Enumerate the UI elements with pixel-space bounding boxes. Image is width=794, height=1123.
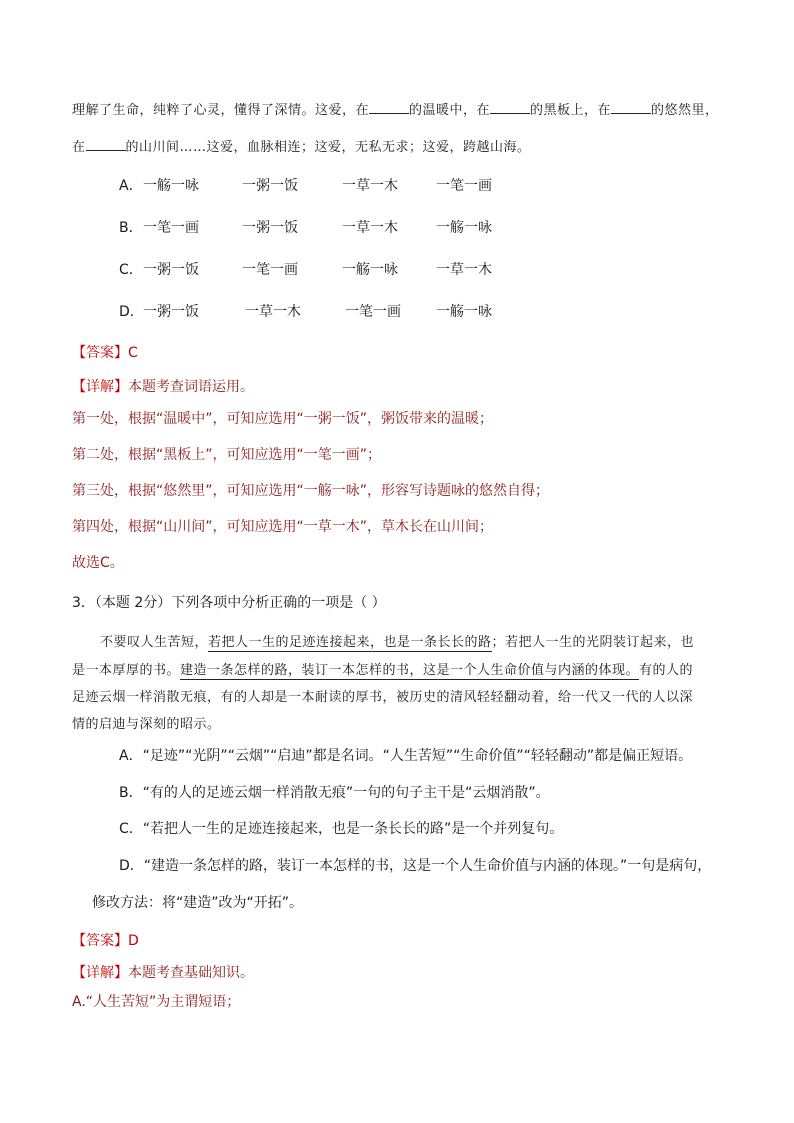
q3-option-c: C．“若把人一生的足迹连接起来，也是一条长长的路”是一个并列复句。 [119, 821, 564, 837]
q3-detail-heading: 【详解】本题考查基础知识。 [72, 965, 254, 981]
q3-option-d-line-2: 修改方法：将“建造”改为“开拓”。 [92, 895, 304, 911]
q2-answer: 【答案】C [72, 345, 138, 361]
q3-detail-a: A.“人生苦短”为主谓短语； [72, 994, 241, 1010]
q2-option-c: C．一粥一饭 一笔一画 一觞一咏 一草一木 [119, 262, 492, 278]
q3-option-a: A．“足迹”“光阴”“云烟”“启迪”都是名词。“人生苦短”“生命价值”“轻轻翻动”都是偏正短语。 [119, 748, 693, 764]
q2-option-a: A．一觞一咏 一粥一饭 一草一木 一笔一画 [119, 178, 492, 194]
q3-answer: 【答案】D [72, 933, 139, 949]
q2-detail-line-5: 故选C。 [72, 555, 124, 571]
q3-option-d-line-1: D．“建造一条怎样的路，装订一本怎样的书，这是一个人生命价值与内涵的体现。”一句是病句， [119, 858, 712, 874]
q2-option-b: B．一笔一画 一粥一饭 一草一木 一觞一咏 [119, 220, 492, 236]
q2-detail-line-3: 第三处，根据“悠然里”，可知应选用“一觞一咏”，形容写诗题咏的悠然自得； [72, 483, 550, 499]
blank-3 [611, 101, 651, 114]
q3-passage-line-2: 是一本厚厚的书。建造一条怎样的路，装订一本怎样的书，这是一个人生命价值与内涵的体现。有的人的 [72, 663, 694, 678]
q3-passage-line-1: 不要叹人生苦短，若把人一生的足迹连接起来，也是一条长长的路；若把人一生的光阴装订起来，也 [100, 635, 695, 650]
q2-option-d: D．一粥一饭 一草一木 一笔一画 一觞一咏 [119, 304, 492, 320]
q2-text-line-2: 在 的山川间……这爱，血脉相连；这爱，无私无求；这爱，跨越山海。 [72, 140, 531, 155]
q2-detail-heading: 【详解】本题考查词语运用。 [72, 379, 254, 395]
q2-detail-line-1: 第一处，根据“温暖中”，可知应选用“一粥一饭”，粥饭带来的温暖； [72, 411, 494, 427]
blank-2 [490, 101, 530, 114]
blank-1 [369, 101, 409, 114]
q2-text-line-1: 理解了生命，纯粹了心灵，懂得了深情。这爱，在 的温暖中，在 的黑板上，在 的悠然里， [72, 103, 719, 118]
q2-detail-line-2: 第二处，根据“黑板上”，可知应选用“一笔一画”； [72, 447, 382, 463]
q3-option-b: B．“有的人的足迹云烟一样消散无痕”一句的句子主干是“云烟消散”。 [119, 785, 550, 801]
blank-4 [86, 138, 126, 151]
q3-passage-line-3: 足迹云烟一样消散无痕，有的人却是一本耐读的厚书，被历史的清风轻轻翻动着，给一代又一代的人以深 [72, 690, 694, 705]
q2-detail-line-4: 第四处，根据“山川间”，可知应选用“一草一木”，草木长在山川间； [72, 519, 494, 535]
q3-title: 3．（本题 2分）下列各项中分析正确的一项是（ ） [72, 595, 386, 611]
q3-passage-line-4: 情的启迪与深刻的昭示。 [72, 717, 221, 732]
